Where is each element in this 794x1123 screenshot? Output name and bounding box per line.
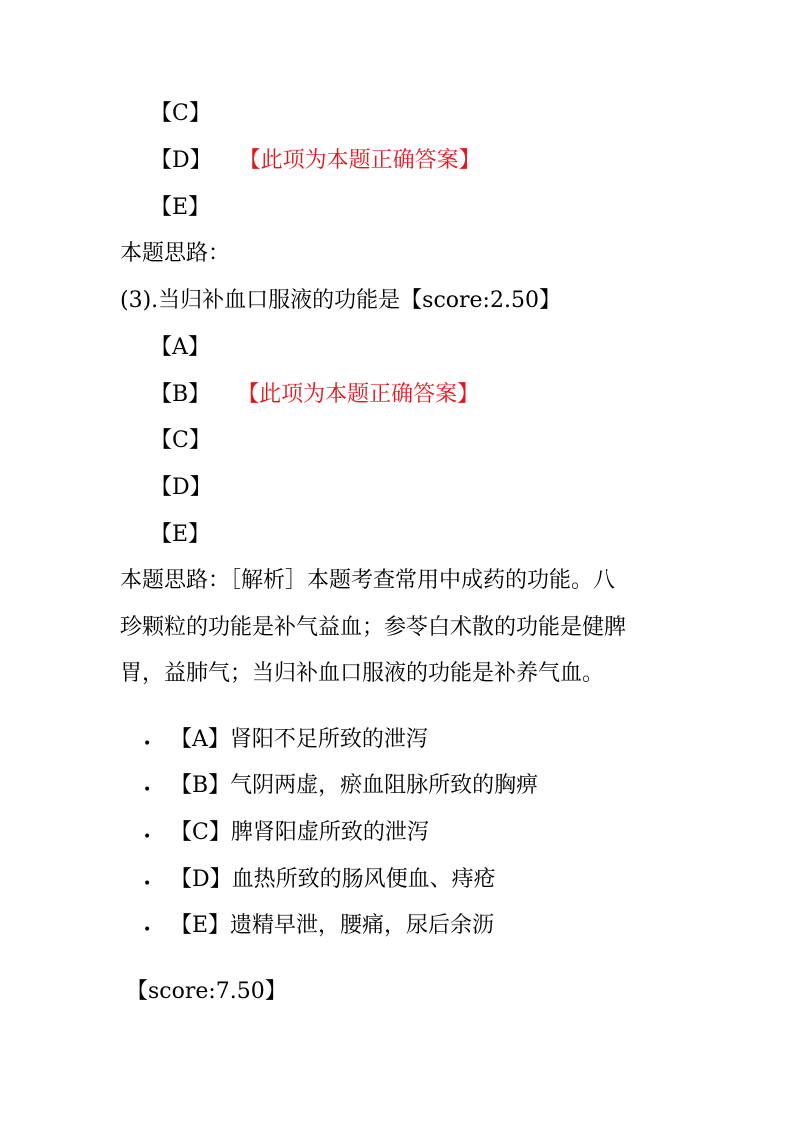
option-b (150, 381, 479, 409)
list-item-text: 【A】肾阳不足所致的泄泻 (170, 727, 428, 752)
list-item-text: 【B】气阴两虚，瘀血阻脉所致的胸痹 (170, 773, 539, 798)
option-d: 【D】 (150, 475, 212, 500)
correct-answer-marker: 【此项为本题正确答案】 (248, 382, 480, 407)
option-a: 【A】 (150, 335, 210, 360)
option-c: 【C】 (150, 428, 211, 453)
analysis-line: 胃，益肺气；当归补血口服液的功能是补养气血。 (120, 661, 605, 686)
analysis-line: 本题思路：［解析］本题考查常用中成药的功能。八 (120, 568, 616, 593)
option-label: 【B】 (150, 382, 211, 407)
option-d (150, 147, 481, 175)
analysis-line: 珍颗粒的功能是补气益血；参苓白术散的功能是健脾 (120, 615, 627, 640)
list-item-text: 【C】脾肾阳虚所致的泄泻 (170, 820, 429, 845)
question-text: (3).当归补血口服液的功能是【score:2.50】 (120, 288, 561, 313)
bullet-icon: • (143, 829, 152, 845)
score-label: 【score:7.50】 (126, 979, 287, 1004)
option-label: 【D】 (150, 148, 212, 173)
option-e: 【E】 (150, 522, 211, 547)
list-item-text: 【D】血热所致的肠风便血、痔疮 (170, 867, 496, 892)
correct-answer-marker: 【此项为本题正确答案】 (249, 148, 481, 173)
bullet-icon: • (143, 922, 152, 938)
analysis-label: 本题思路： (120, 241, 231, 266)
option-e: 【E】 (150, 195, 211, 220)
bullet-icon: • (143, 782, 152, 798)
bullet-icon: • (143, 876, 152, 892)
option-c: 【C】 (150, 101, 211, 126)
list-item-text: 【E】遗精早泄，腰痛，尿后余沥 (170, 913, 495, 938)
bullet-icon: • (143, 736, 152, 752)
